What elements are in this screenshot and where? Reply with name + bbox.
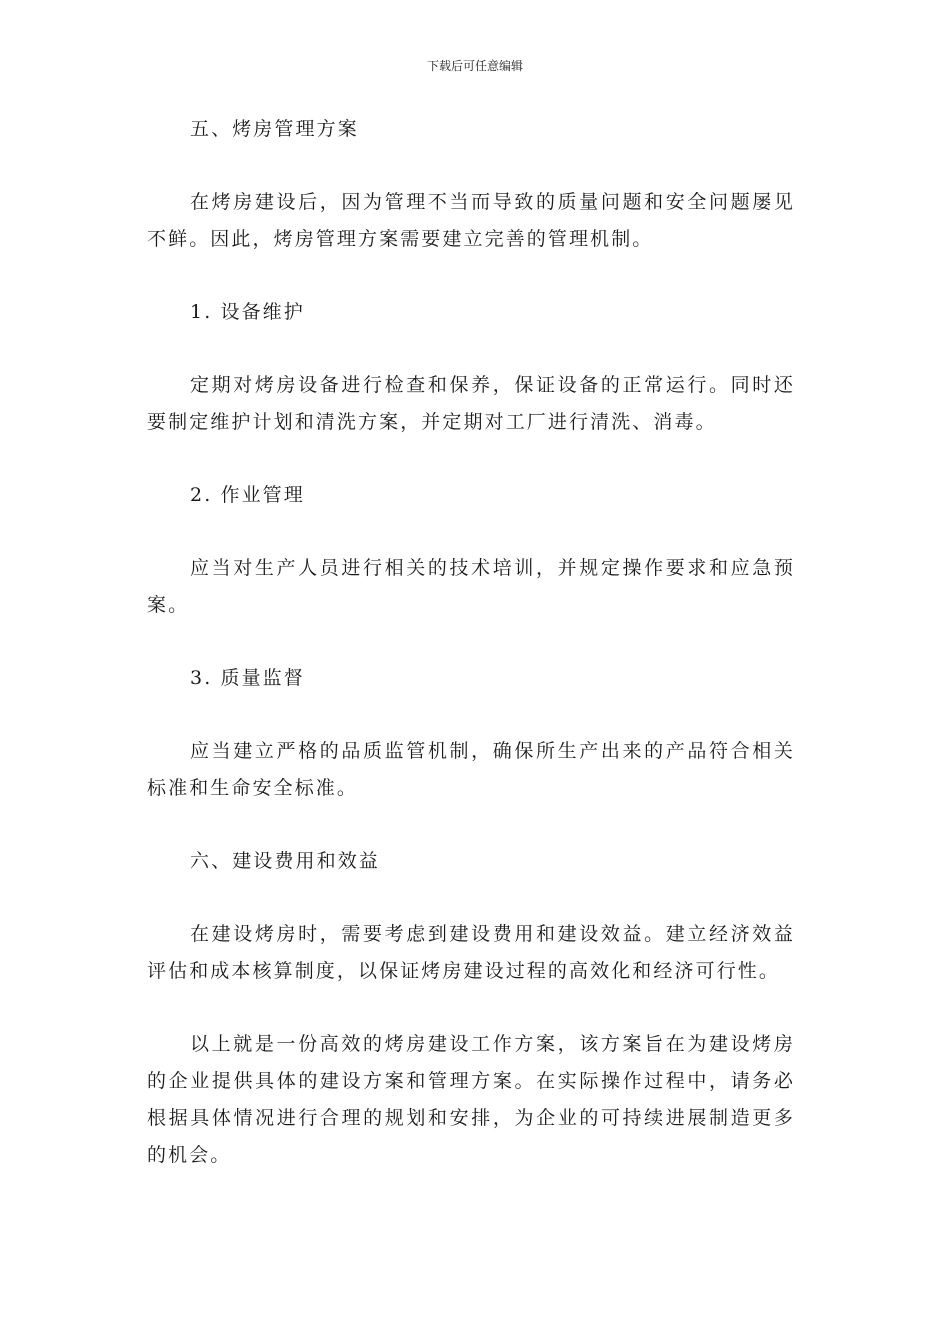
- section-heading-five: 五、烤房管理方案: [190, 118, 359, 140]
- paragraph-conclusion: 以上就是一份高效的烤房建设工作方案，该方案旨在为建设烤房的企业提供具体的建设方案和管理方案。在实际操作过程中，请务必根据具体情况进行合理的规划和安排，为企业的可持续进展制造更多的机会。: [147, 1033, 795, 1166]
- paragraph-equipment-maintenance: 定期对烤房设备进行检查和保养，保证设备的正常运行。同时还要制定维护计划和清洗方案，并定期对工厂进行清洗、消毒。: [147, 374, 795, 433]
- paragraph-intro: 在烤房建设后，因为管理不当而导致的质量问题和安全问题屡见不鲜。因此，烤房管理方案需要建立完善的管理机制。: [147, 191, 795, 250]
- paragraph-operation-management: 应当对生产人员进行相关的技术培训，并规定操作要求和应急预案。: [147, 557, 795, 616]
- document-body: [147, 111, 795, 1210]
- subheading-operation-management: 2. 作业管理: [190, 484, 305, 506]
- section-heading-six: 六、建设费用和效益: [190, 850, 380, 872]
- subheading-quality-supervision: 3. 质量监督: [190, 667, 305, 689]
- paragraph-cost-benefit: 在建设烤房时，需要考虑到建设费用和建设效益。建立经济效益评估和成本核算制度，以保证烤房建设过程的高效化和经济可行性。: [147, 923, 795, 982]
- subheading-equipment-maintenance: 1. 设备维护: [190, 301, 305, 323]
- header-note: 下载后可任意编辑: [426, 59, 523, 73]
- paragraph-quality-supervision: 应当建立严格的品质监管机制，确保所生产出来的产品符合相关标准和生命安全标准。: [147, 740, 795, 799]
